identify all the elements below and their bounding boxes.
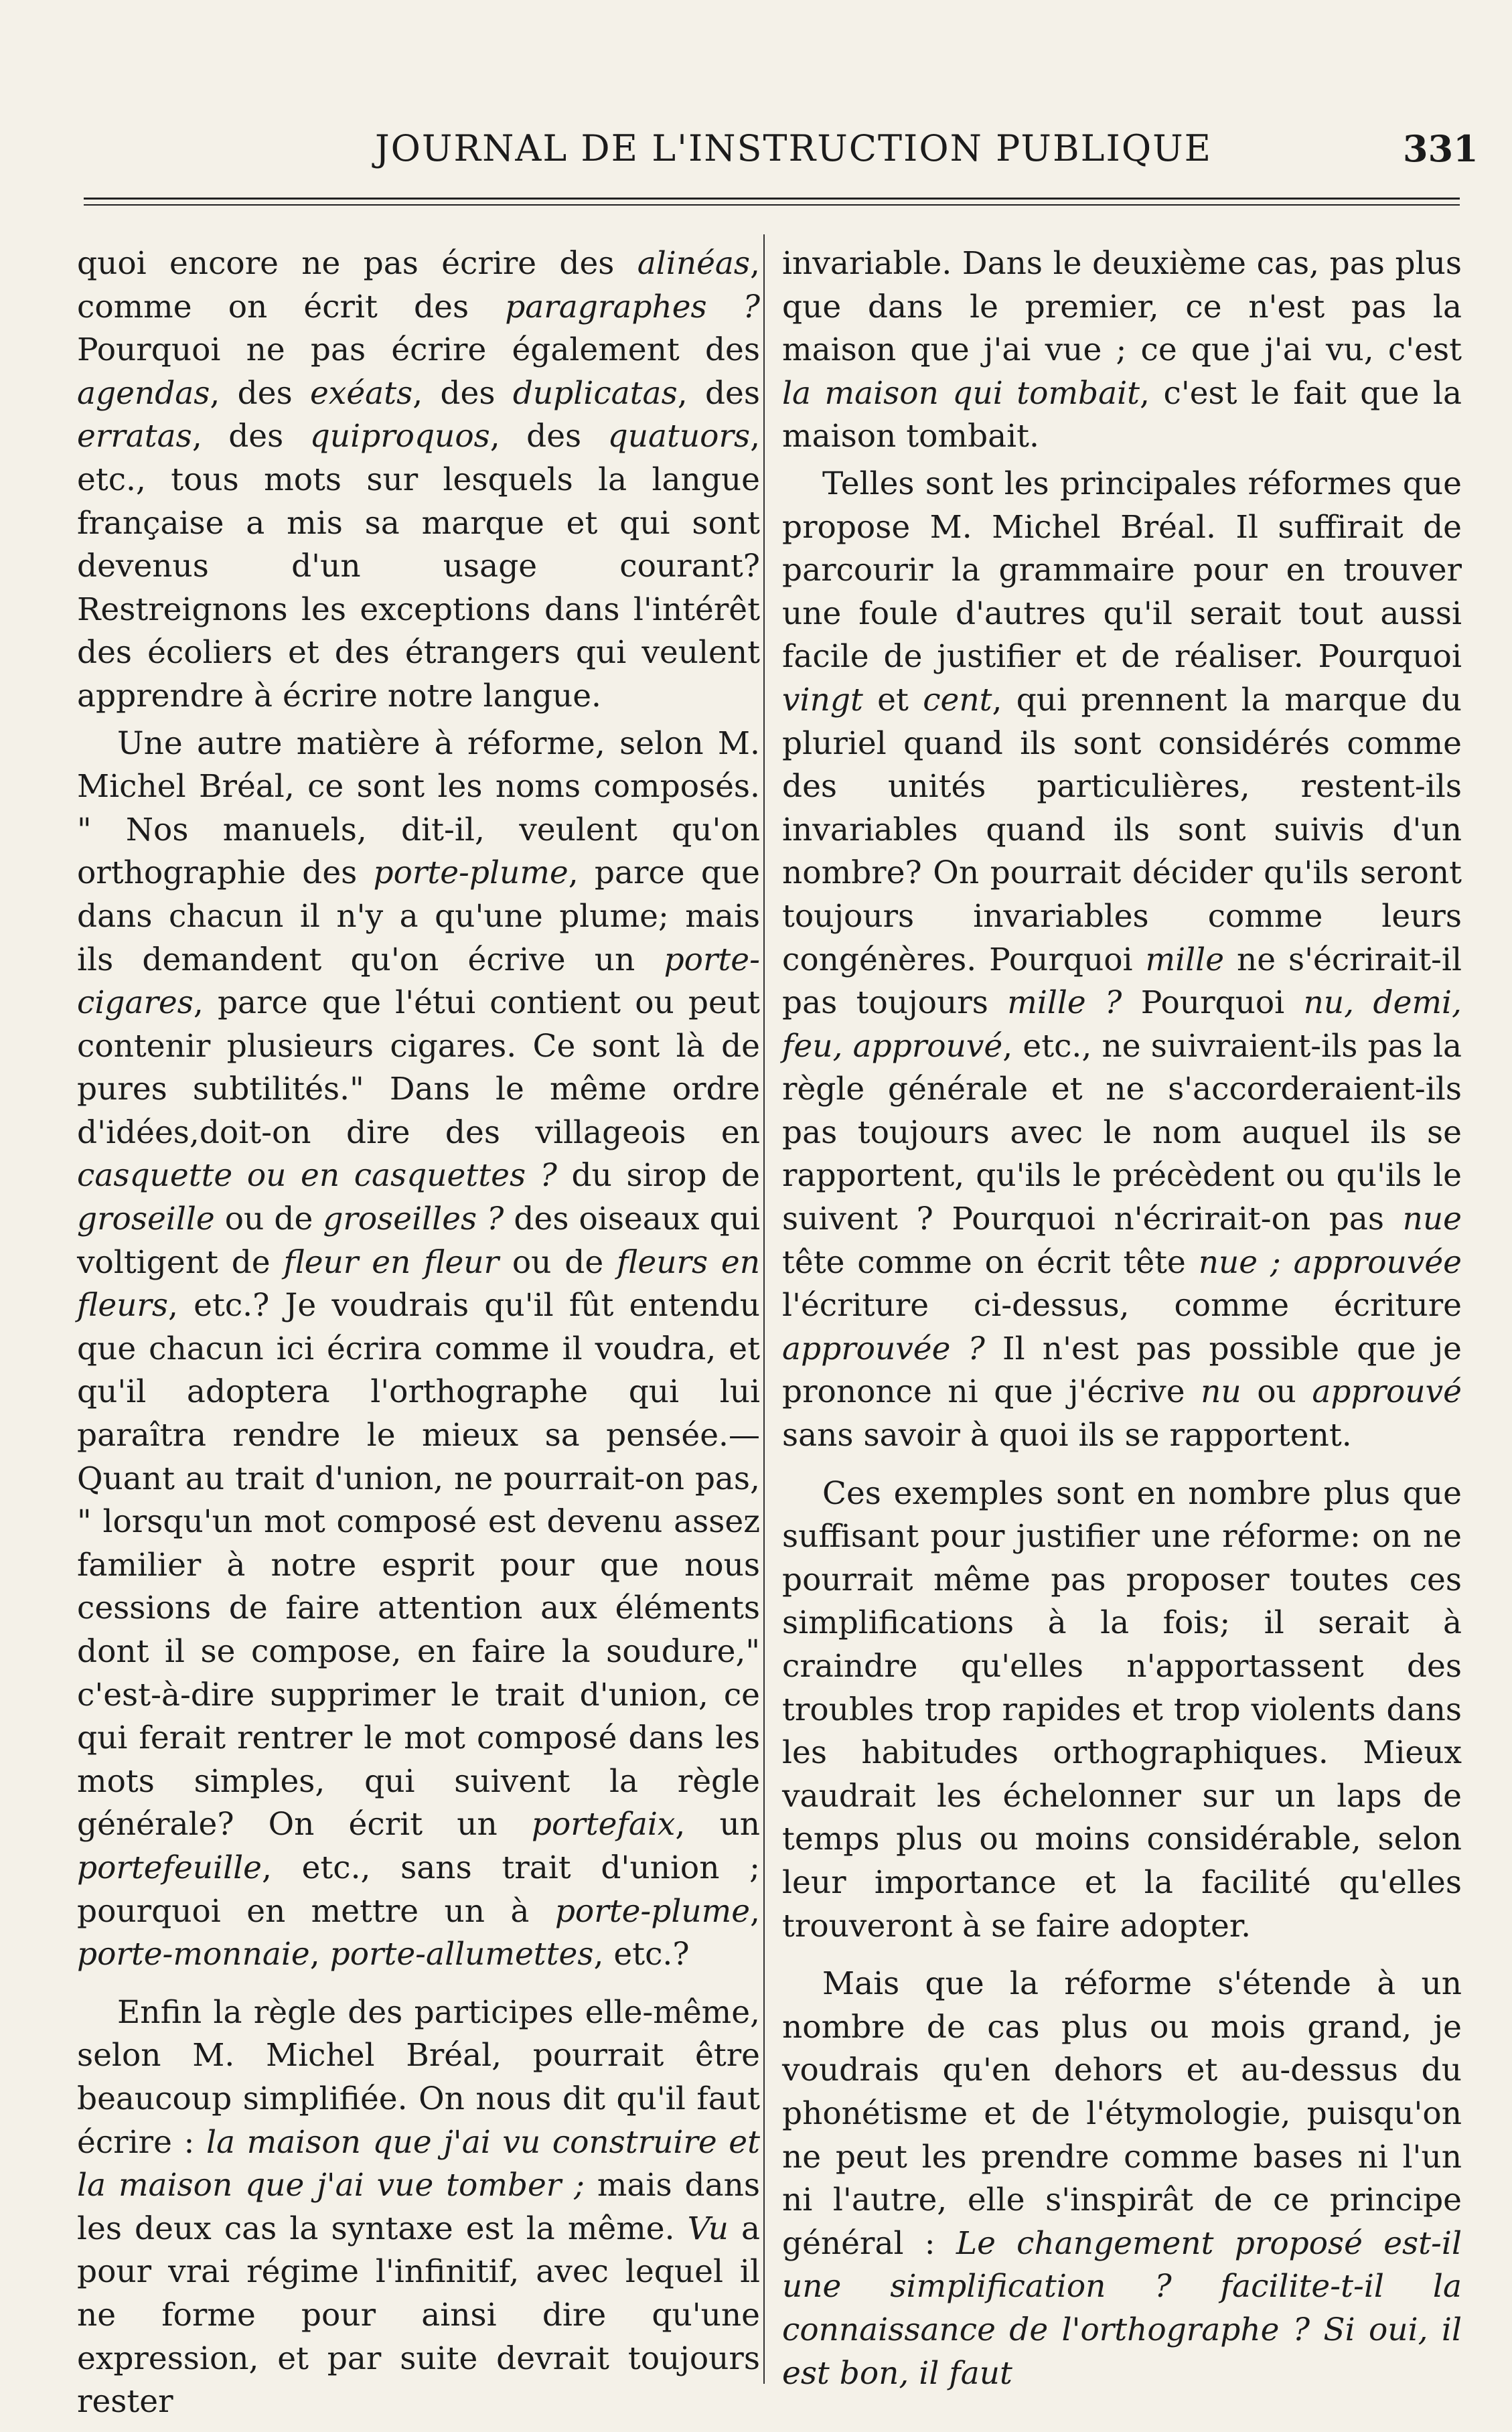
paragraph-left-3: Enfin la règle des participes elle-même, selon M. Michel Bréal, pourrait être beaucoup simplifiée. On nous dit qu'il faut écrire : la maison que j'ai vu construire et la maison que j'ai vue tomber ; mais dans les deux cas la syntaxe est la même. Vu a pour vrai régime l'infinitif, avec lequel il ne forme pour ainsi dire qu'une expression, et par suite devrait toujours rester [77, 1993, 761, 2421]
running-title: JOURNAL DE L'INSTRUCTION PUBLIQUE [375, 127, 1213, 169]
paragraph-left-2: Une autre matière à réforme, selon M. Michel Bréal, ce sont les noms composés. " Nos manuels, dit-il, veulent qu'on orthographie des porte-plume, parce que dans chacun il n'y a qu'une plume; mais ils demandent qu'on écrive un porte-cigares, parce que l'étui contient ou peut contenir plusieurs cigares. Ce sont là de pures subtilités." Dans le même ordre d'idées,doit-on dire des villageois en casquette ou en casquettes ? du sirop de groseille ou de groseilles ? des oiseaux qui voltigent de fleur en fleur ou de fleurs en fleurs, etc.? Je voudrais qu'il fût entendu que chacun ici écrira comme il voudra, et qu'il adoptera l'orthographe qui lui paraîtra rendre le mieux sa pensée.—Quant au trait d'union, ne pourrait-on pas, " lorsqu'un mot composé est devenu assez familier à notre esprit pour que nous cessions de faire attention aux éléments dont il se compose, en faire la soudure," c'est-à-dire supprimer le trait d'union, ce qui ferait rentrer le mot composé dans les mots simples, qui suivent la règle générale? On écrit un portefaix, un portefeuille, etc., sans trait d'union ; pourquoi en mettre un à porte-plume, porte-monnaie, porte-allumettes, etc.? [77, 725, 760, 1973]
paragraph-right-1: invariable. Dans le deuxième cas, pas plus que dans le premier, ce n'est pas la maison que j'ai vue ; ce que j'ai vu, c'est la maison qui tombait, c'est le fait que la maison tombait. [782, 245, 1462, 455]
paragraph-right-4: Mais que la réforme s'étende à un nombre de cas plus ou mois grand, je voudrais qu'en dehors et au-dessus du phonétisme et de l'étymologie, puisqu'on ne peut les prendre comme bases ni l'un ni l'autre, elle s'inspirât de ce principe général : Le changement proposé est-il une simplification ? facilite-t-il la connaissance de l'orthographe ? Si oui, il est bon, il faut [782, 1965, 1462, 2392]
paragraph-left-1: quoi encore ne pas écrire des alinéas, comme on écrit des paragraphes ? Pourquoi ne pas écrire également des agendas, des exéats, des duplicatas, des erratas, des quiproquos, des quatuors, etc., tous mots sur lesquels la langue française a mis sa marque et qui sont devenus d'un usage courant? Restreignons les exceptions dans l'intérêt des écoliers et des étrangers qui veulent apprendre à écrire notre langue. [77, 245, 761, 714]
right-column [782, 242, 1462, 2395]
header-rule-top [84, 198, 1460, 200]
page-header [0, 127, 1512, 181]
page-number: 331 [1403, 127, 1479, 170]
paragraph-right-2: Telles sont les principales réformes que propose M. Michel Bréal. Il suffirait de parcourir la grammaire pour en trouver une foule d'autres qu'il serait tout aussi facile de justifier et de réaliser. Pourquoi vingt et cent, qui prennent la marque du pluriel quand ils sont considérés comme des unités particulières, restent-ils invariables quand ils sont suivis d'un nombre? On pourrait décider qu'ils seront toujours invariables comme leurs congénères. Pourquoi mille ne s'écrirait-il pas toujours mille ? Pourquoi nu, demi, feu, approuvé, etc., ne suivraient-ils pas la règle générale et ne s'accorderaient-ils pas toujours avec le nom auquel ils se rapportent, qu'ils le précèdent ou qu'ils le suivent ? Pourquoi n'écrirait-on pas nue tête comme on écrit tête nue ; approuvée l'écriture ci-dessus, comme écriture approuvée ? Il n'est pas possible que je prononce ni que j'écrive nu ou approuvé sans savoir à quoi ils se rapportent. [782, 465, 1462, 1454]
paragraph-right-3: Ces exemples sont en nombre plus que suffisant pour justifier une réforme: on ne pourrait même pas proposer toutes ces simplifications à la fois; il serait à craindre qu'elles n'apportassent des troubles trop rapides et trop violents dans les habitudes orthographiques. Mieux vaudrait les échelonner sur un laps de temps plus ou moins considérable, selon leur importance et la facilité qu'elles trouveront à se faire adopter. [782, 1474, 1462, 1945]
header-rule-bottom [84, 204, 1460, 206]
left-column [77, 242, 760, 2424]
column-divider [763, 234, 765, 2384]
